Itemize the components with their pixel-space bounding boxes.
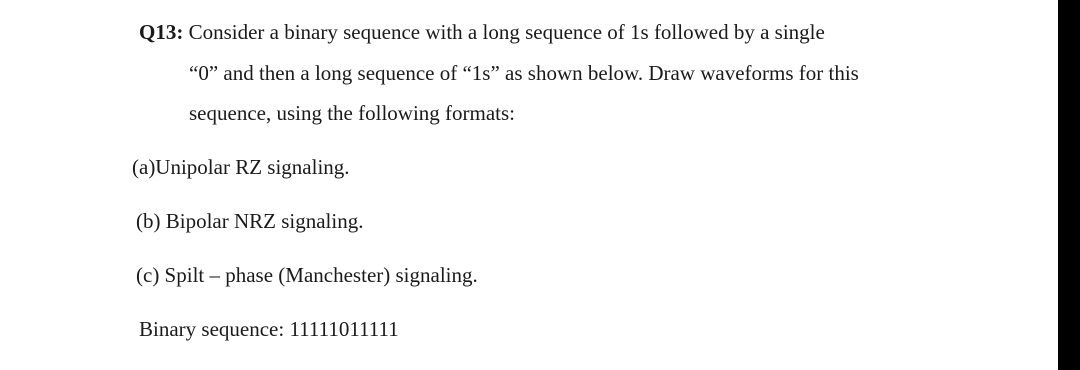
item-bipolar-nrz: (b) Bipolar NRZ signaling. — [136, 209, 364, 233]
question-line-3: sequence, using the following formats: — [189, 101, 516, 125]
binary-sequence: Binary sequence: 11111011111 — [139, 317, 399, 341]
question-line-1 — [139, 22, 825, 43]
item-manchester: (c) Spilt – phase (Manchester) signaling. — [136, 263, 478, 287]
question-line-2: “0” and then a long sequence of “1s” as shown below. Draw waveforms for this — [189, 61, 859, 85]
question-text-1: Consider a binary sequence with a long sequence of 1s followed by a single — [183, 20, 825, 44]
item-unipolar-rz: (a)Unipolar RZ signaling. — [132, 155, 350, 179]
question-label: Q13: — [139, 20, 184, 44]
